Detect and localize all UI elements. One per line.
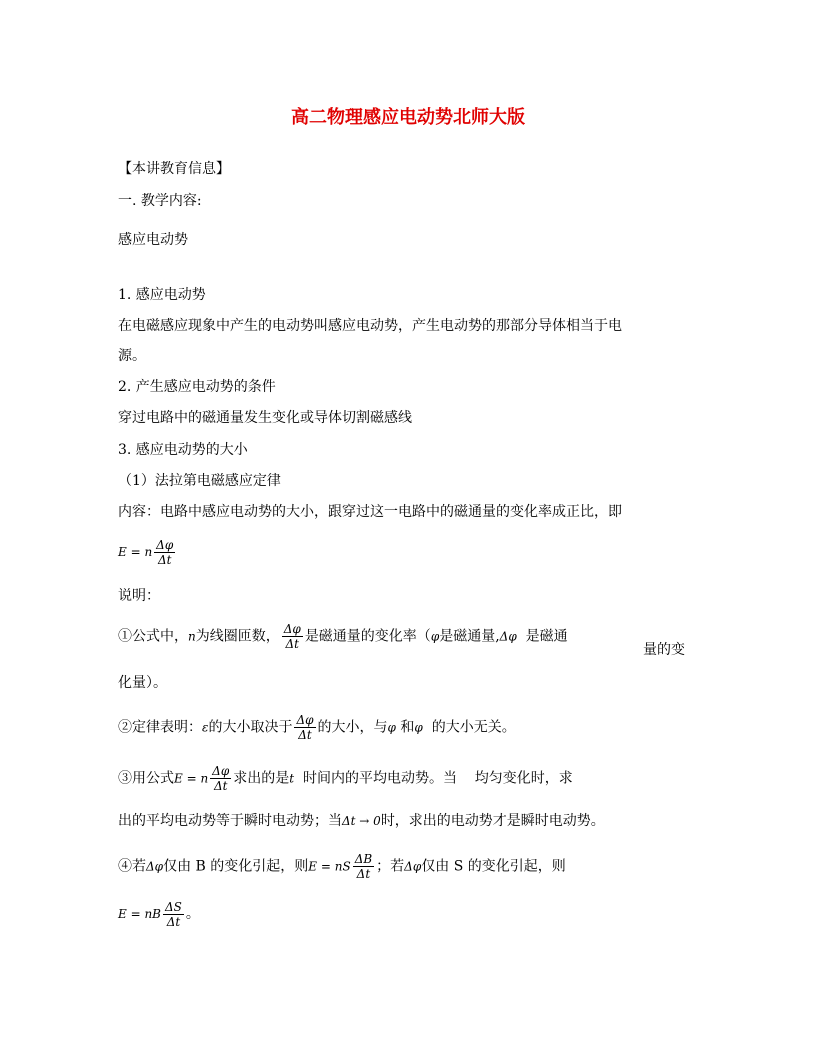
- note1-turns: 为线圈匝数，: [195, 628, 280, 645]
- note1-flux2: 是磁通: [525, 628, 568, 645]
- note1-fraction: [282, 622, 303, 651]
- note2-phi1: φ: [387, 720, 396, 735]
- topic-label: 感应电动势: [118, 232, 188, 248]
- note4-numerator1: ΔB: [354, 852, 373, 866]
- section-heading: 一. 教学内容:: [118, 193, 202, 209]
- note4-dphi2: Δφ: [404, 859, 422, 874]
- note4-sep: ；若: [376, 858, 405, 875]
- formula-main: [118, 538, 177, 567]
- document-title: 高二物理感应电动势北师大版: [291, 107, 525, 128]
- note2-prefix: ②定律表明：: [118, 719, 202, 736]
- note-1: [118, 622, 568, 651]
- note2-denominator: Δt: [298, 728, 312, 742]
- formula-numerator: Δφ: [156, 538, 174, 552]
- note1-numerator: Δφ: [283, 622, 301, 636]
- item1-text-cont: 源。: [118, 348, 146, 364]
- note4-fraction2: [163, 900, 184, 929]
- header-info: 【本讲教育信息】: [118, 161, 230, 177]
- note3-fraction: [210, 764, 231, 793]
- note3-denominator: Δt: [213, 779, 228, 793]
- content-text: 内容：电路中感应电动势的大小，跟穿过这一电路中的磁通量的变化率成正比，即: [118, 504, 622, 520]
- note4-prefix: ④若: [118, 858, 146, 875]
- note1-phi: φ: [430, 629, 440, 644]
- note3-lhs: E = n: [174, 771, 209, 786]
- note1-rate: 是磁通量的变化率（: [304, 628, 431, 645]
- note2-end: 的大小无关。: [431, 719, 516, 736]
- note3-limit: Δt → 0: [342, 814, 381, 828]
- note3-numerator: Δφ: [212, 764, 230, 778]
- note4-lhs2: E = nB: [118, 907, 161, 921]
- note-4: [118, 852, 566, 881]
- explain-label: 说明：: [118, 588, 160, 604]
- note1-n: n: [188, 629, 196, 644]
- item3-subtitle: （1）法拉第电磁感应定律: [118, 473, 281, 489]
- note3-result: 求出的是: [233, 770, 290, 787]
- note3-equal: 出的平均电动势等于瞬时电动势；当: [118, 813, 342, 829]
- note1-prefix: ①公式中，: [118, 628, 188, 645]
- note1-change-part: 量的变: [643, 642, 685, 658]
- item2-text: 穿过电路中的磁通量发生变化或导体切割磁感线: [118, 410, 412, 426]
- note2-phi2: φ: [414, 720, 423, 735]
- note3-instant: 时，求出的电动势才是瞬时电动势。: [380, 813, 605, 829]
- note4-fraction1: [353, 852, 374, 881]
- formula-fraction: [154, 538, 175, 567]
- note2-numerator: Δφ: [296, 713, 314, 727]
- note4-numerator2: ΔS: [165, 900, 182, 914]
- item3-title: 3. 感应电动势的大小: [118, 442, 248, 458]
- note3-avg: 时间内的平均电动势。当: [302, 770, 457, 787]
- note-3: [118, 764, 573, 793]
- note1-change-end: 化量）。: [118, 675, 167, 691]
- item1-text: 在电磁感应现象中产生的电动势叫感应电动势，产生电动势的那部分导体相当于电: [118, 318, 622, 334]
- note4-denominator1: Δt: [356, 867, 371, 881]
- note1-dphi: Δφ: [499, 629, 517, 644]
- note4-byB: 仅由 B 的变化引起，则: [163, 858, 309, 875]
- note4-end: 。: [185, 906, 200, 922]
- formula-denominator: Δt: [157, 553, 172, 567]
- note2-depends: 的大小取决于: [208, 719, 293, 736]
- item1-title: 1. 感应电动势: [118, 287, 206, 303]
- note2-eps: ε: [202, 720, 209, 735]
- note-3-cont: [118, 812, 605, 830]
- note4-dphi1: Δφ: [146, 859, 164, 874]
- note2-and: 和: [400, 719, 415, 736]
- note1-denominator: Δt: [285, 637, 300, 651]
- note-2: [118, 713, 516, 742]
- note4-denominator2: Δt: [166, 915, 181, 929]
- note1-flux: 是磁通量,: [439, 628, 500, 645]
- note3-uniform: 均匀变化时，求: [474, 770, 573, 787]
- note-4-formula: [118, 900, 200, 929]
- note4-byS: 仅由 S 的变化引起，则: [421, 858, 566, 875]
- item2-title: 2. 产生感应电动势的条件: [118, 379, 276, 395]
- note4-lhs1: E = nS: [308, 859, 351, 874]
- formula-lhs: E = n: [118, 545, 153, 559]
- note2-fraction: [294, 713, 315, 742]
- note3-prefix: ③用公式: [118, 770, 174, 787]
- note3-t: t: [289, 771, 295, 786]
- note2-size: 的大小，与: [317, 719, 388, 736]
